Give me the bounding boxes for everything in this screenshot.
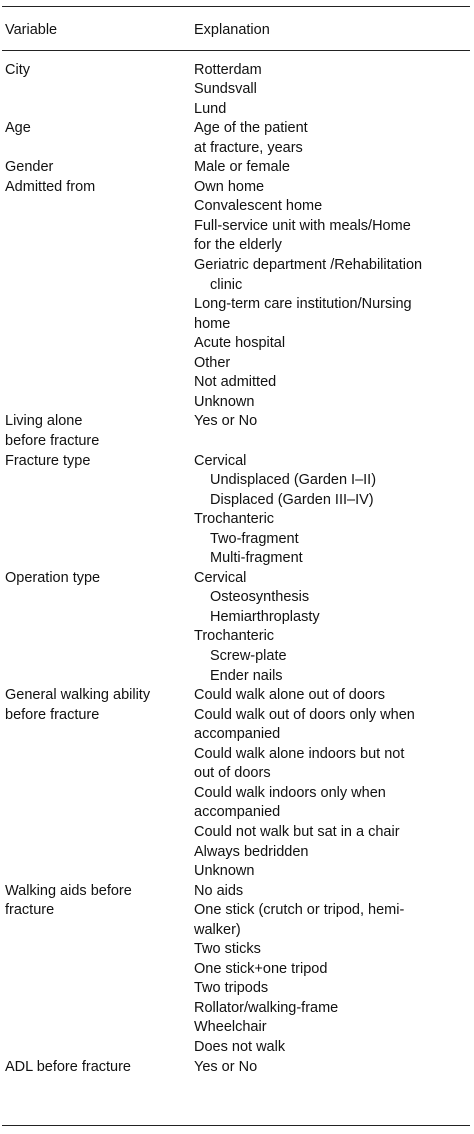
explanation-text: Wheelchair — [194, 1019, 267, 1036]
explanation-text: for the elderly — [194, 237, 282, 254]
explanation-text: Does not walk — [194, 1039, 286, 1055]
variable-label: before fracture — [5, 432, 100, 449]
variable-label: before fracture — [5, 706, 100, 723]
explanation-text: Yes or No — [194, 1058, 258, 1075]
explanation-text: Could walk alone out of doors — [194, 687, 386, 704]
variable-label: ADL before fracture — [5, 1058, 131, 1075]
variable-label: Age — [5, 120, 31, 137]
explanation-text: Unknown — [194, 863, 255, 880]
explanation-text: home — [194, 315, 231, 332]
explanation-text: Osteosynthesis — [210, 589, 310, 606]
explanation-text: Rollator/walking-frame — [194, 999, 339, 1016]
explanation-text: Two tripods — [194, 980, 269, 997]
explanation-text: Geriatric department /Rehabilitation — [194, 257, 423, 273]
explanation-text: Own home — [194, 178, 265, 195]
explanation-text: Male or female — [194, 159, 290, 176]
explanation-text: Ender nails — [210, 667, 283, 684]
explanation-text: Other — [194, 354, 231, 371]
explanation-text: Always bedridden — [194, 843, 309, 860]
variable-label: Operation type — [5, 569, 101, 586]
explanation-text: walker) — [194, 921, 241, 938]
explanation-text: Hemiarthroplasty — [210, 608, 320, 625]
explanation-text: Age of the patient — [194, 120, 308, 137]
explanation-text: Two sticks — [194, 941, 261, 958]
explanation-text: Long-term care institution/Nursing — [194, 296, 412, 313]
explanation-text: Two-fragment — [210, 530, 299, 547]
explanation-text: Trochanteric — [194, 511, 275, 528]
explanation-text: Could walk out of doors only when — [194, 706, 415, 723]
explanation-text: accompanied — [194, 726, 281, 743]
explanation-text: Convalescent home — [194, 198, 323, 215]
explanation-text: Trochanteric — [194, 628, 275, 645]
explanation-text: Could walk indoors only when — [194, 784, 386, 801]
explanation-text: One stick+one tripod — [194, 960, 328, 977]
explanation-text: clinic — [210, 276, 243, 293]
explanation-text: Cervical — [194, 452, 247, 469]
explanation-text: Screw-plate — [210, 648, 287, 664]
variable-label: fracture — [5, 902, 55, 919]
explanation-text: out of doors — [194, 765, 271, 782]
explanation-text: Acute hospital — [194, 335, 286, 352]
table-header-rule — [2, 50, 470, 51]
explanation-text: Unknown — [194, 393, 255, 410]
explanation-text: accompanied — [194, 804, 281, 821]
explanation-text: Not admitted — [194, 374, 277, 391]
explanation-text: Undisplaced (Garden I–II) — [210, 472, 377, 489]
table-top-rule — [2, 6, 470, 7]
variable-label: Fracture type — [5, 452, 91, 469]
explanation-text: Sundsvall — [194, 81, 257, 98]
explanation-text: Lund — [194, 100, 227, 117]
explanation-text: Full-service unit with meals/Home — [194, 217, 411, 234]
explanation-text: Displaced (Garden III–IV) — [210, 491, 374, 508]
variable-label: Living alone — [5, 413, 83, 430]
variable-label: City — [5, 61, 30, 78]
explanation-text: Multi-fragment — [210, 550, 303, 567]
explanation-text: One stick (crutch or tripod, hemi- — [194, 902, 405, 919]
variable-label: General walking ability — [5, 687, 151, 704]
explanation-text: at fracture, years — [194, 139, 303, 156]
variable-label: Admitted from — [5, 178, 96, 195]
variable-label: Walking aids before — [5, 882, 132, 899]
explanation-text: Could walk alone indoors but not — [194, 745, 405, 762]
explanation-text: Yes or No — [194, 413, 258, 430]
explanation-text: No aids — [194, 882, 244, 899]
explanation-text: Rotterdam — [194, 61, 262, 78]
table-bottom-rule — [2, 1125, 470, 1126]
header-variable: Variable — [5, 22, 58, 38]
explanation-text: Could not walk but sat in a chair — [194, 823, 400, 840]
variable-label: Gender — [5, 159, 54, 176]
explanation-text: Cervical — [194, 569, 247, 586]
header-explanation: Explanation — [194, 22, 270, 38]
